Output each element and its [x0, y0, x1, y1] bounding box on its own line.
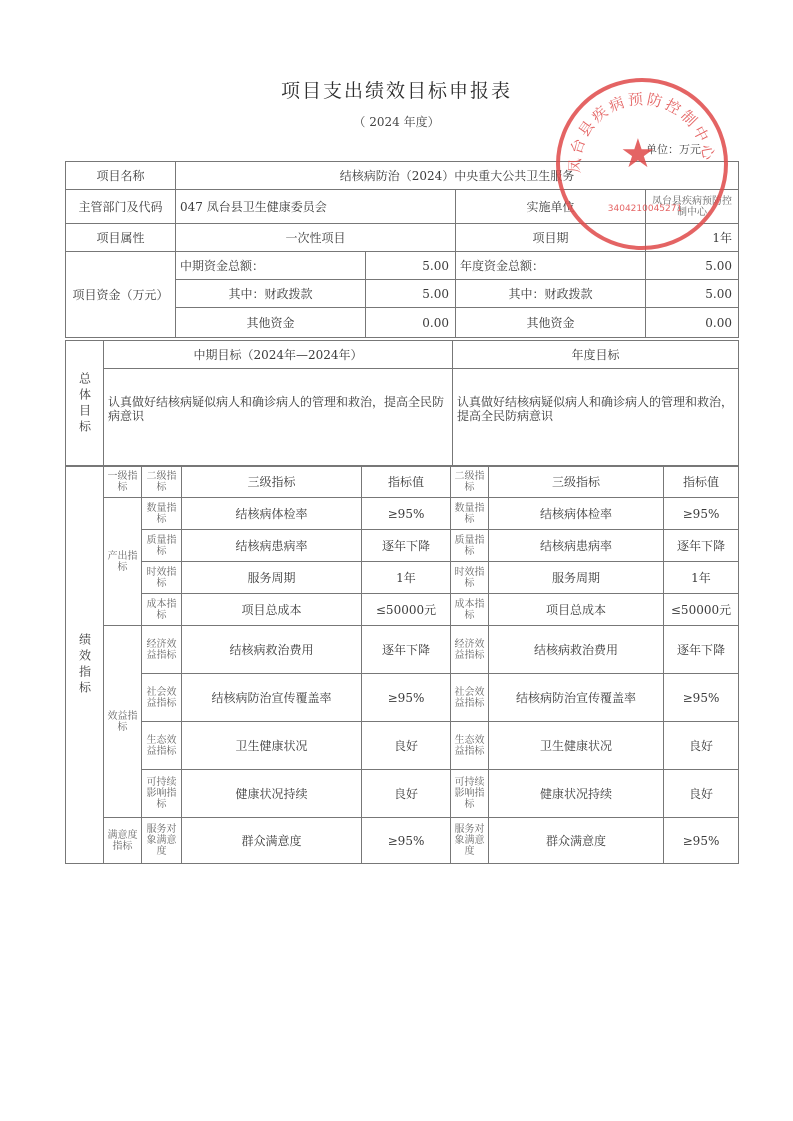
perf-cell-l3b: 结核病体检率 [489, 498, 664, 530]
perf-cell-l2: 服务对象满意度 [142, 818, 182, 864]
perf-header-1: 二级指标 [142, 466, 182, 498]
dept-value: 047 凤台县卫生健康委员会 [176, 190, 456, 224]
year-total-label: 年度资金总额： [456, 252, 646, 280]
attr-value: 一次性项目 [176, 224, 456, 252]
perf-cell-l3: 结核病救治费用 [182, 626, 362, 674]
perf-cell-l3b: 结核病患病率 [489, 530, 664, 562]
perf-cell-vb: ≤50000元 [664, 594, 739, 626]
perf-cell-vb: 1年 [664, 562, 739, 594]
perf-cell-l2: 成本指标 [142, 594, 182, 626]
perf-cell-v: ≥95% [362, 818, 451, 864]
perf-cell-l2b: 质量指标 [451, 530, 489, 562]
perf-cell-l2: 社会效益指标 [142, 674, 182, 722]
perf-cell-l2: 可持续影响指标 [142, 770, 182, 818]
perf-cell-l3b: 结核病救治费用 [489, 626, 664, 674]
perf-cell-v: ≥95% [362, 674, 451, 722]
perf-header-4: 二级指标 [451, 466, 489, 498]
perf-cell-l2b: 生态效益指标 [451, 722, 489, 770]
perf-label-text: 绩效指标 [77, 632, 92, 697]
perf-cell-vb: 逐年下降 [664, 530, 739, 562]
project-name-value: 结核病防治（2024）中央重大公共卫生服务 [176, 162, 739, 190]
perf-header-3: 指标值 [362, 466, 451, 498]
year-fiscal-value: 5.00 [646, 280, 739, 308]
perf-cell-l3b: 结核病防治宣传覆盖率 [489, 674, 664, 722]
perf-cell-l2b: 社会效益指标 [451, 674, 489, 722]
perf-cell-v: 1年 [362, 562, 451, 594]
perf-cell-v: 良好 [362, 770, 451, 818]
mid-fiscal-label: 其中：财政拨款 [176, 280, 366, 308]
perf-label [66, 466, 104, 864]
perf-cell-vb: 逐年下降 [664, 626, 739, 674]
year-total-value: 5.00 [646, 252, 739, 280]
perf-cell-l2b: 时效指标 [451, 562, 489, 594]
perf-cell-l2: 经济效益指标 [142, 626, 182, 674]
perf-header-2: 三级指标 [182, 466, 362, 498]
perf-header-6: 指标值 [664, 466, 739, 498]
attr-label: 项目属性 [66, 224, 176, 252]
funds-label: 项目资金（万元） [66, 252, 176, 338]
year-goal-text: 认真做好结核病疑似病人和确诊病人的管理和救治，提高全民防病意识 [453, 369, 739, 467]
perf-cell-l3b: 服务周期 [489, 562, 664, 594]
perf-header-0: 一级指标 [104, 466, 142, 498]
perf-cell-l3b: 项目总成本 [489, 594, 664, 626]
perf-cell-v: 逐年下降 [362, 626, 451, 674]
table-row [66, 562, 739, 594]
perf-cell-l2b: 经济效益指标 [451, 626, 489, 674]
seal-code: 3404210045271 [607, 204, 683, 214]
year-label: （ 2024 年度） [353, 115, 440, 129]
perf-cell-l3: 服务周期 [182, 562, 362, 594]
perf-cell-vb: ≥95% [664, 674, 739, 722]
impl-label: 实施单位 [456, 190, 646, 224]
mid-total-value: 5.00 [366, 252, 456, 280]
perf-cell-l2b: 数量指标 [451, 498, 489, 530]
perf-cell-v: 逐年下降 [362, 530, 451, 562]
perf-cell-v: 良好 [362, 722, 451, 770]
perf-cell-l3: 结核病防治宣传覆盖率 [182, 674, 362, 722]
perf-cell-l3: 群众满意度 [182, 818, 362, 864]
perf-cell-l3: 健康状况持续 [182, 770, 362, 818]
perf-cell-l3b: 健康状况持续 [489, 770, 664, 818]
table-row [66, 674, 739, 722]
mid-fiscal-value: 5.00 [366, 280, 456, 308]
dept-label: 主管部门及代码 [66, 190, 176, 224]
year-other-label: 其他资金 [456, 308, 646, 338]
table-row [66, 770, 739, 818]
unit-label: 单位：万元 [646, 143, 701, 156]
perf-cell-l2: 生态效益指标 [142, 722, 182, 770]
table-row [66, 498, 739, 530]
official-seal [556, 78, 728, 250]
project-name-label: 项目名称 [66, 162, 176, 190]
perf-table [65, 465, 739, 864]
mid-total-label: 中期资金总额： [176, 252, 366, 280]
perf-cell-l3: 项目总成本 [182, 594, 362, 626]
mid-other-label: 其他资金 [176, 308, 366, 338]
perf-cell-l2b: 成本指标 [451, 594, 489, 626]
year-goal-header: 年度目标 [453, 341, 739, 369]
perf-header-5: 三级指标 [489, 466, 664, 498]
perf-cell-l3b: 卫生健康状况 [489, 722, 664, 770]
goals-label [66, 341, 104, 467]
table-row [66, 818, 739, 864]
period-value: 1年 [646, 224, 739, 252]
effect-label: 效益指标 [104, 626, 142, 818]
perf-cell-l2: 质量指标 [142, 530, 182, 562]
page-title: 项目支出绩效目标申报表 [280, 80, 512, 102]
year-other-value: 0.00 [646, 308, 739, 338]
perf-cell-vb: ≥95% [664, 498, 739, 530]
table-row [66, 530, 739, 562]
year-fiscal-label: 其中：财政拨款 [456, 280, 646, 308]
output-label: 产出指标 [104, 498, 142, 626]
goals-table [65, 340, 739, 467]
perf-cell-l3b: 群众满意度 [489, 818, 664, 864]
table-row [66, 722, 739, 770]
goals-label-text: 总体目标 [77, 371, 92, 436]
perf-cell-l3: 卫生健康状况 [182, 722, 362, 770]
svg-text:凤台县疾病预防控制中心: 凤台县疾病预防控制中心 [565, 89, 719, 174]
perf-cell-v: ≤50000元 [362, 594, 451, 626]
perf-cell-vb: 良好 [664, 770, 739, 818]
perf-cell-l2: 时效指标 [142, 562, 182, 594]
period-label: 项目期 [456, 224, 646, 252]
perf-cell-v: ≥95% [362, 498, 451, 530]
mid-goal-text: 认真做好结核病疑似病人和确诊病人的管理和救治，提高全民防病意识 [104, 369, 453, 467]
seal-star-icon: ★ [620, 131, 656, 177]
impl-value: 凤台县疾病预防控制中心 [646, 190, 739, 224]
mid-goal-header: 中期目标（2024年—2024年） [104, 341, 453, 369]
table-row [66, 594, 739, 626]
perf-cell-l2b: 可持续影响指标 [451, 770, 489, 818]
perf-cell-l3: 结核病患病率 [182, 530, 362, 562]
perf-cell-l2: 数量指标 [142, 498, 182, 530]
table-row [66, 626, 739, 674]
perf-cell-vb: 良好 [664, 722, 739, 770]
perf-cell-vb: ≥95% [664, 818, 739, 864]
perf-cell-l3: 结核病体检率 [182, 498, 362, 530]
perf-cell-l2b: 服务对象满意度 [451, 818, 489, 864]
mid-other-value: 0.00 [366, 308, 456, 338]
satisfaction-label: 满意度指标 [104, 818, 142, 864]
